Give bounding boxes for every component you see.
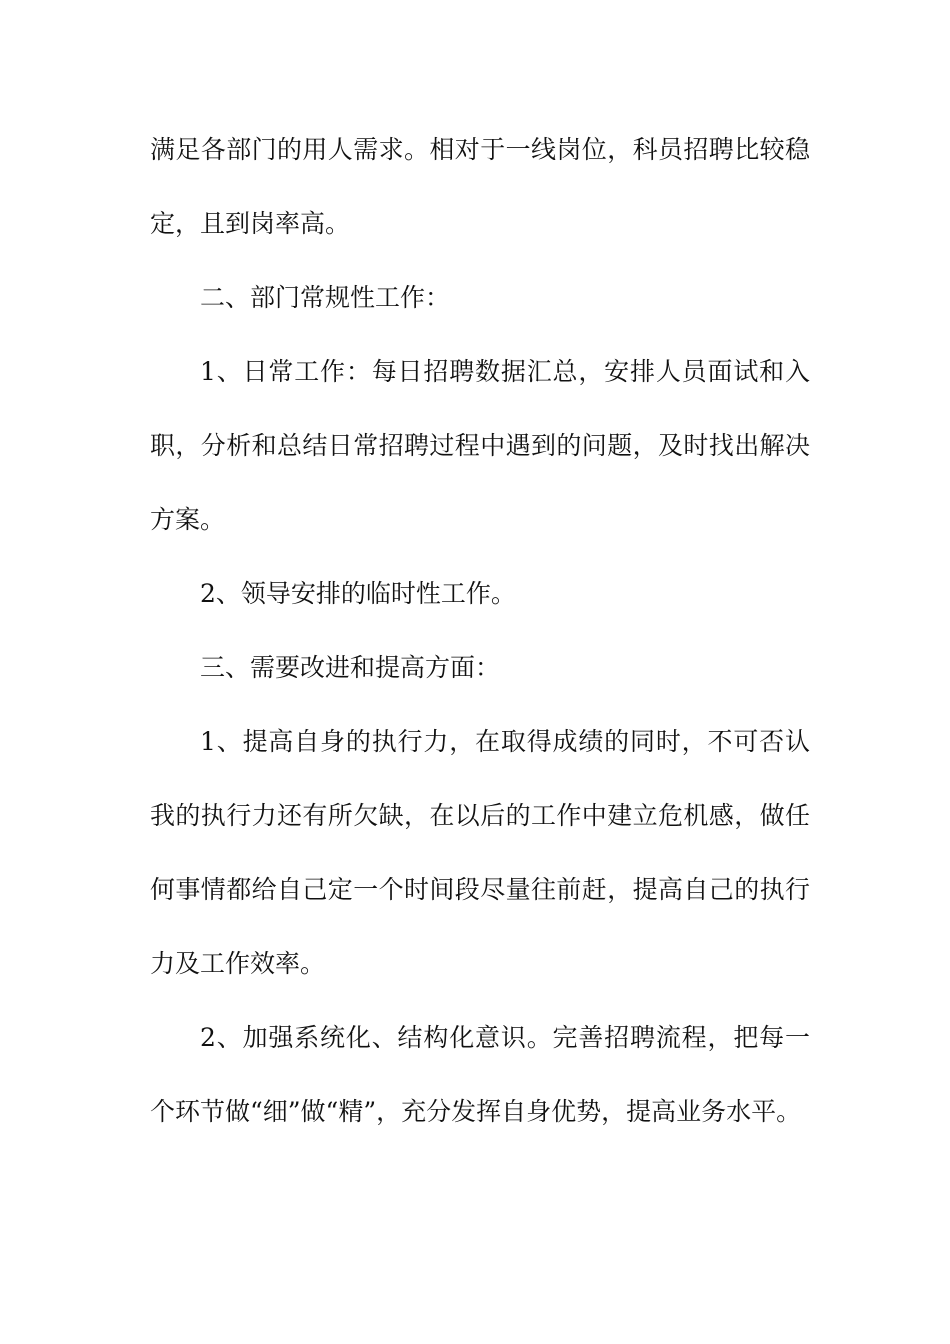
document-body	[150, 113, 810, 1149]
paragraph-temporary-work: 2、领导安排的临时性工作。	[200, 579, 516, 608]
paragraph-daily-work: 1、日常工作：每日招聘数据汇总，安排人员面试和入职，分析和总结日常招聘过程中遇到的问题，及时找出解决方案。	[150, 357, 810, 534]
paragraph-continuation: 满足各部门的用人需求。相对于一线岗位，科员招聘比较稳定，且到岗率高。	[150, 135, 810, 238]
paragraph-execution: 1、提高自身的执行力，在取得成绩的同时，不可否认我的执行力还有所欠缺，在以后的工作中建立危机感，做任何事情都给自己定一个时间段尽量往前赶，提高自己的执行力及工作效率。	[150, 727, 810, 978]
paragraph-systematic: 2、加强系统化、结构化意识。完善招聘流程，把每一个环节做“细”做“精”，充分发挥自身优势，提高业务水平。	[150, 1023, 810, 1126]
section-heading-routine-work: 二、部门常规性工作：	[200, 283, 451, 312]
section-heading-improvement: 三、需要改进和提高方面：	[200, 653, 501, 682]
